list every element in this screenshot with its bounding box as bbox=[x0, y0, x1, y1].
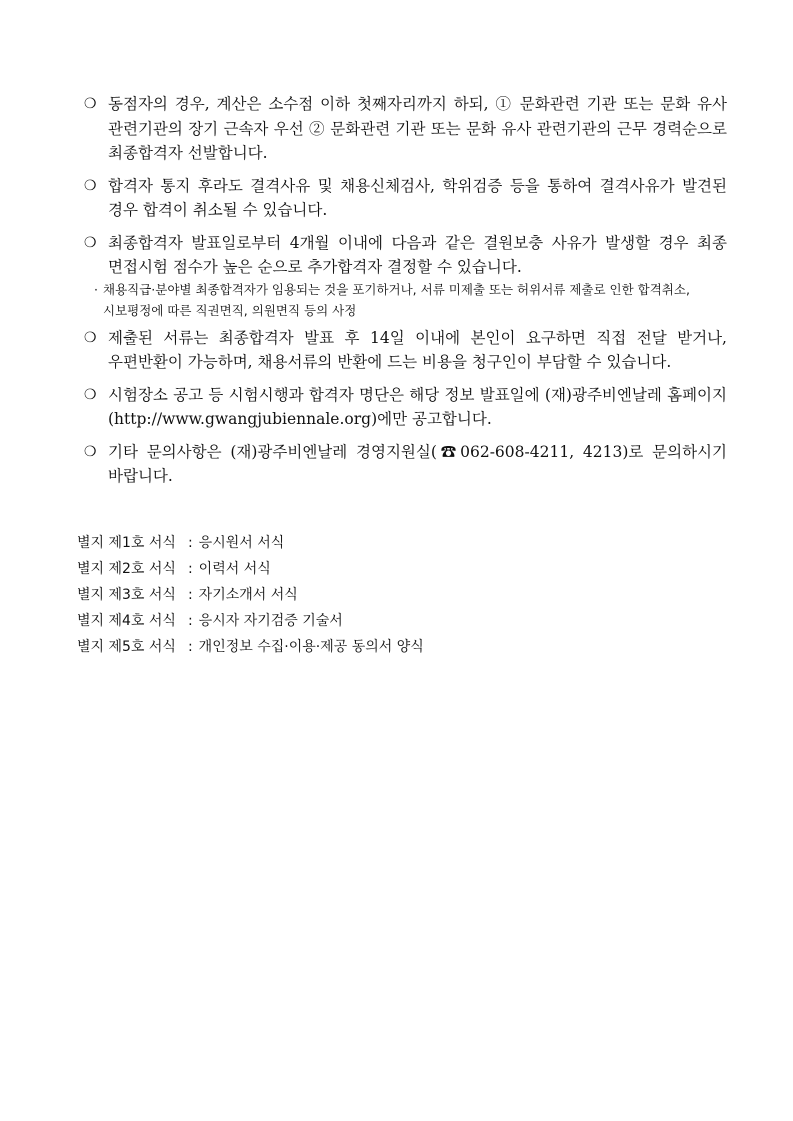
attachment-title: 응시원서 서식 bbox=[198, 535, 285, 551]
notice-subnote bbox=[82, 279, 727, 321]
attachment-title: 이력서 서식 bbox=[198, 561, 271, 577]
notice-item-tie-breaker bbox=[82, 92, 727, 166]
notice-item-additional-pass bbox=[82, 231, 727, 280]
attachment-item bbox=[77, 634, 677, 660]
attachment-item bbox=[77, 530, 677, 556]
notice-text: 제출된 서류는 최종합격자 발표 후 14일 이내에 본인이 요구하면 직접 전달 받거나, 우편반환이 가능하며, 채용서류의 반환에 드는 비용을 청구인이 부담할 수 있습니다. bbox=[108, 328, 727, 371]
attachment-separator: : bbox=[187, 561, 193, 577]
notice-text: 동점자의 경우, 계산은 소수점 이하 첫째자리까지 하되, ① 문화관련 기관 또는 문화 유사 관련기관의 장기 근속자 우선 ② 문화관련 기관 또는 문화 유사 관련기관의 근무 경력순으로 최종합격자 선발합니다. bbox=[108, 95, 727, 162]
attachment-title: 응시자 자기검증 기술서 bbox=[198, 613, 343, 629]
notice-list bbox=[82, 92, 727, 497]
attachment-list bbox=[77, 530, 677, 660]
notice-text: 기타 문의사항은 (재)광주비엔날레 경영지원실(☎062-608-4211, 4213)로 문의하시기 바랍니다. bbox=[108, 442, 727, 485]
attachment-title: 자기소개서 서식 bbox=[198, 587, 298, 603]
attachment-code: 별지 제2호 서식 bbox=[77, 561, 176, 577]
attachment-item bbox=[77, 608, 677, 634]
circle-bullet-icon: ❍ bbox=[84, 329, 97, 346]
attachment-code: 별지 제5호 서식 bbox=[77, 639, 176, 655]
attachment-separator: : bbox=[187, 535, 193, 551]
circle-bullet-icon: ❍ bbox=[84, 96, 97, 112]
attachment-item bbox=[77, 556, 677, 582]
attachment-separator: : bbox=[187, 587, 193, 603]
attachment-code: 별지 제3호 서식 bbox=[77, 587, 176, 603]
notice-text: 합격자 통지 후라도 결격사유 및 채용신체검사, 학위검증 등을 통하여 결격사유가 발견된 경우 합격이 취소될 수 있습니다. bbox=[108, 176, 727, 219]
attachment-separator: : bbox=[187, 639, 193, 655]
circle-bullet-icon: ❍ bbox=[84, 177, 97, 194]
attachment-title: 개인정보 수집·이용·제공 동의서 양식 bbox=[198, 639, 424, 655]
notice-text: 최종합격자 발표일로부터 4개월 이내에 다음과 같은 결원보충 사유가 발생할 경우 최종 면접시험 점수가 높은 순으로 추가합격자 결정할 수 있습니다. bbox=[108, 233, 727, 276]
attachment-code: 별지 제4호 서식 bbox=[77, 613, 176, 629]
notice-item-document-return bbox=[82, 326, 727, 375]
attachment-separator: : bbox=[187, 613, 193, 629]
circle-bullet-icon: ❍ bbox=[84, 386, 97, 403]
dot-bullet-icon: · bbox=[94, 281, 98, 297]
attachment-item bbox=[77, 582, 677, 608]
notice-text: 시험장소 공고 등 시험시행과 합격자 명단은 해당 정보 발표일에 (재)광주비엔날레 홈페이지(http://www.gwangjubiennale.org)에만 공고합니다. bbox=[108, 385, 727, 428]
notice-item-disqualification bbox=[82, 174, 727, 223]
subnote-text: 채용직급·분야별 최종합격자가 임용되는 것을 포기하거나, 서류 미제출 또는 허위서류 제출로 인한 합격취소, 시보평정에 따른 직권면직, 의원면직 등의 사정 bbox=[103, 281, 690, 318]
circle-bullet-icon: ❍ bbox=[84, 234, 97, 251]
circle-bullet-icon: ❍ bbox=[84, 443, 97, 460]
notice-item-contact bbox=[82, 440, 727, 489]
notice-item-announcement bbox=[82, 383, 727, 432]
attachment-code: 별지 제1호 서식 bbox=[77, 535, 176, 551]
